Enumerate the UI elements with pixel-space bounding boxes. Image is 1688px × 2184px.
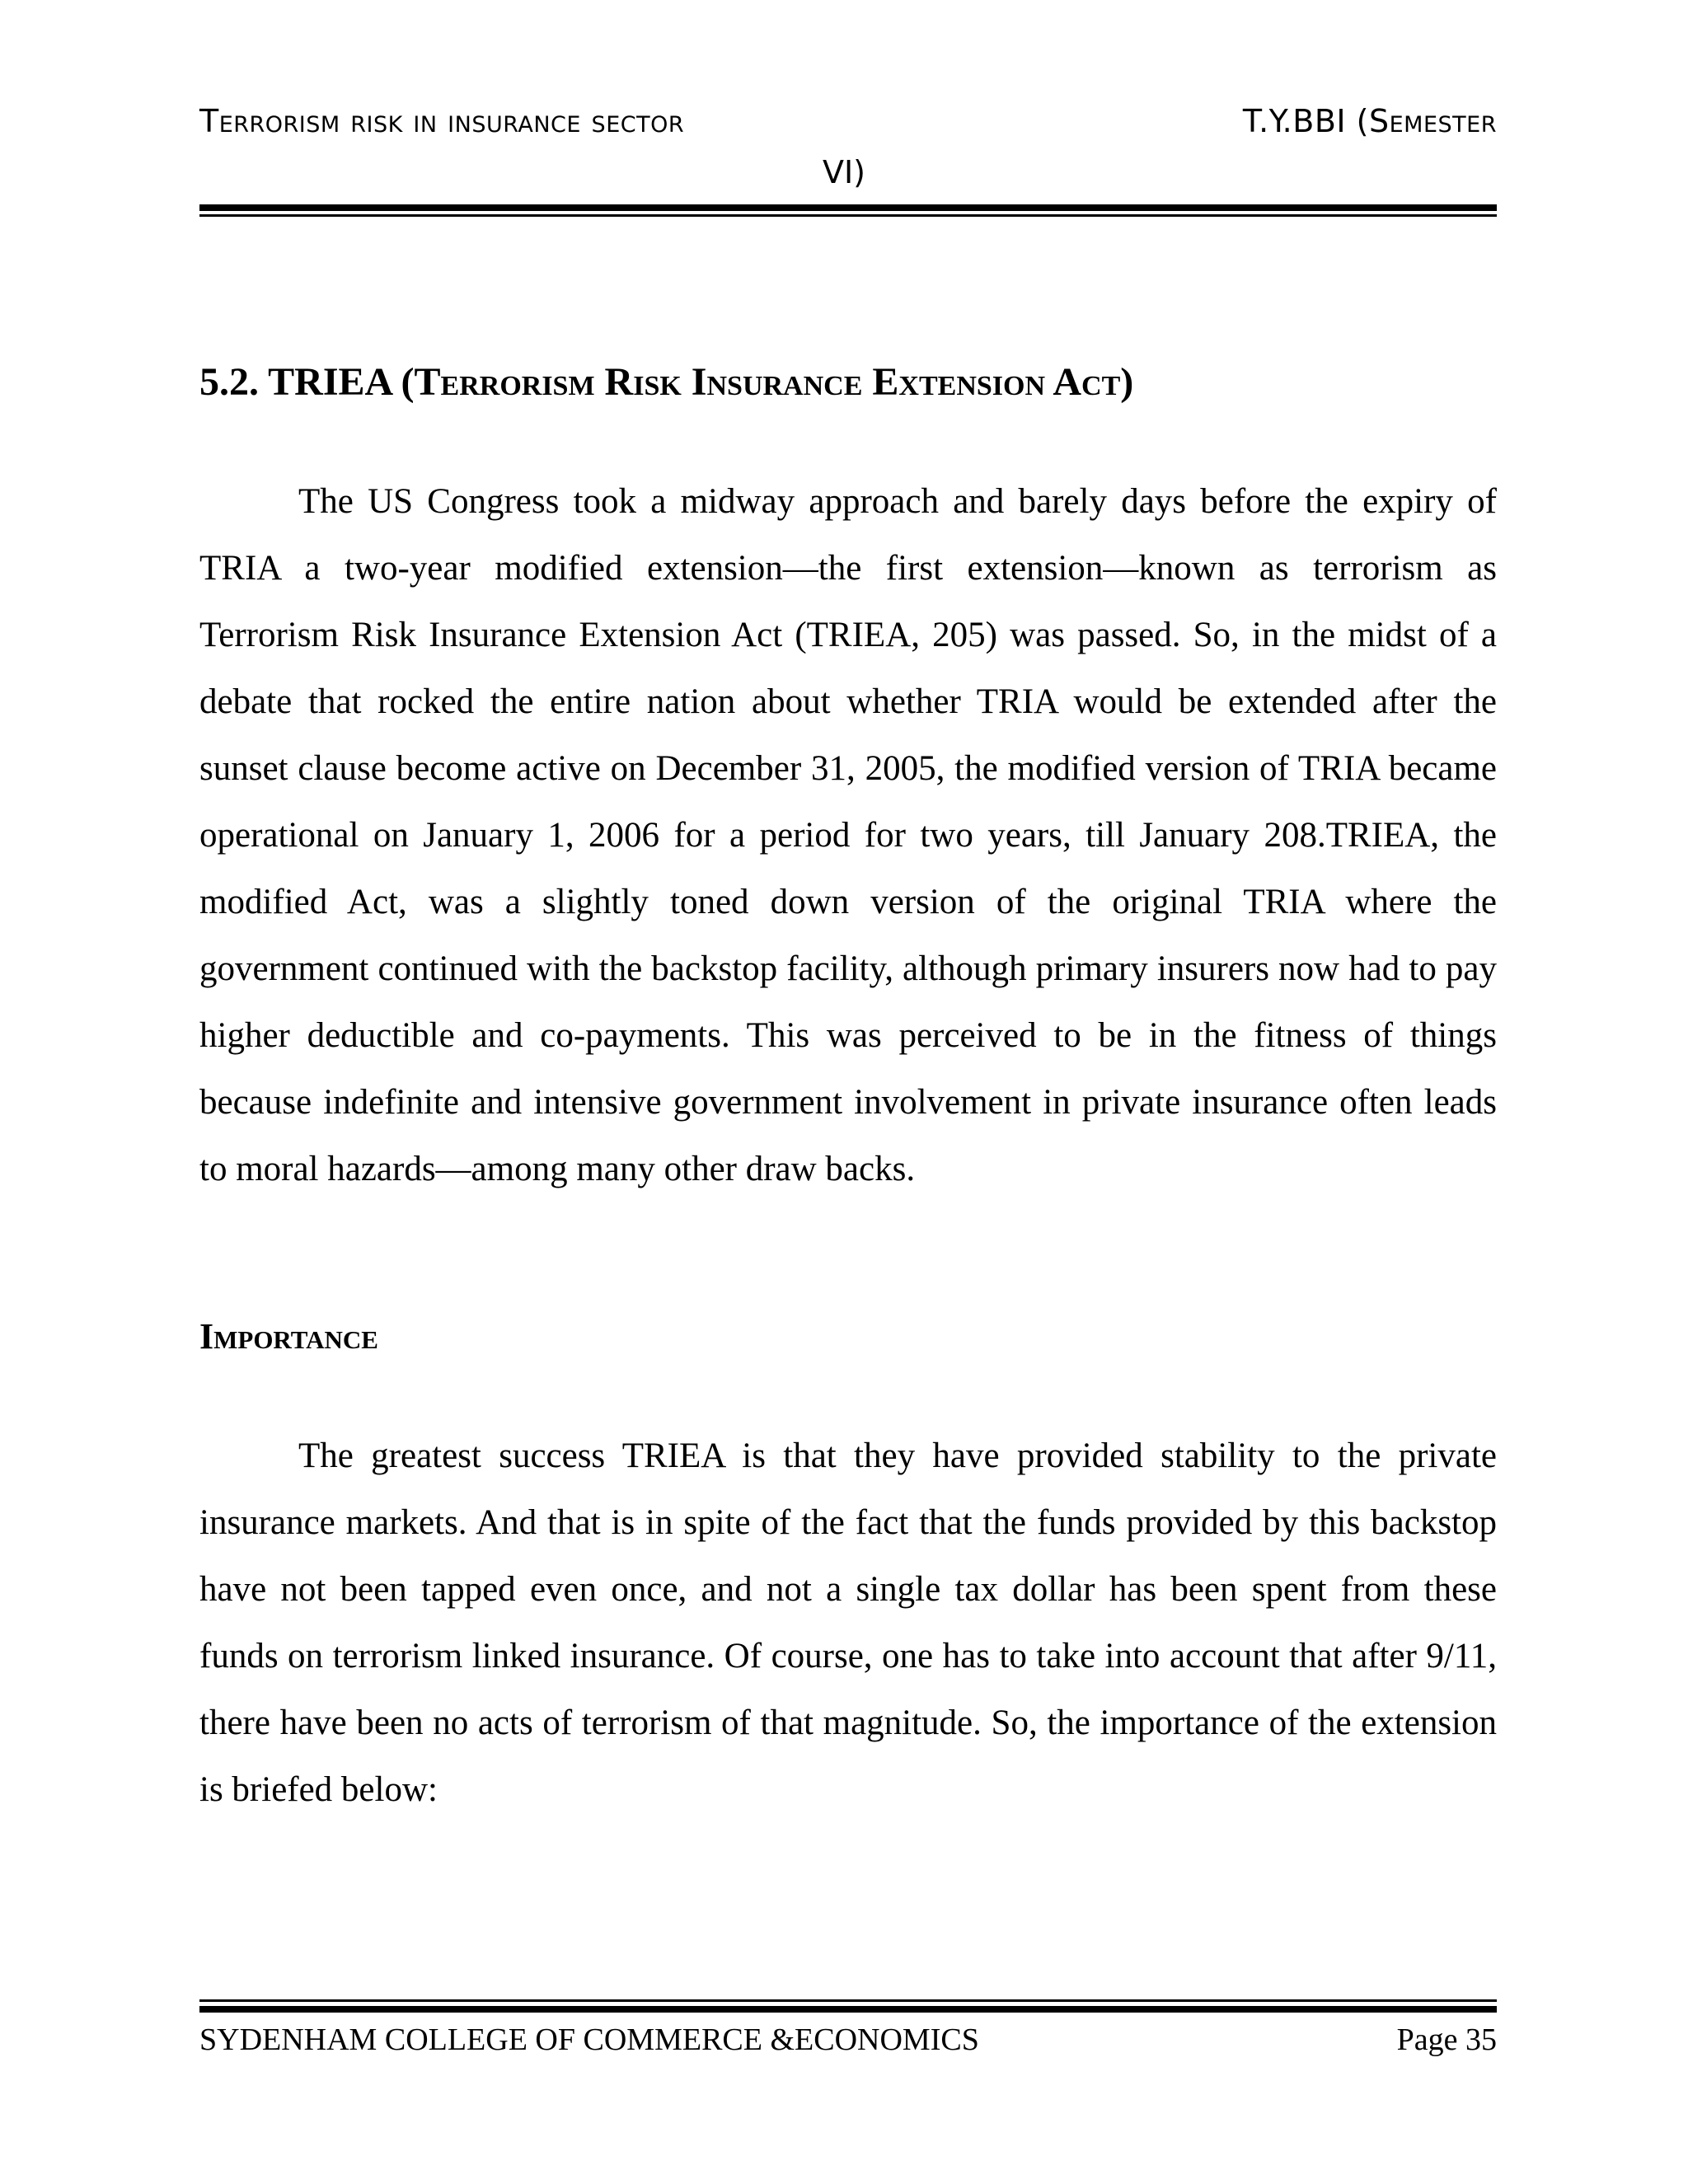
section-title-smallcaps: Terrorism Risk Insurance Extension Act [414, 360, 1121, 404]
section-title-suffix: ) [1120, 360, 1134, 404]
footer-institution: SYDENHAM COLLEGE OF COMMERCE &ECONOMICS [199, 2022, 979, 2057]
section-heading: 5.2. TRIEA (Terrorism Risk Insurance Extension Act) [199, 360, 1134, 404]
page-number: Page 35 [1396, 2022, 1497, 2057]
header-rule-thick [199, 204, 1497, 211]
header-rule-thin [199, 214, 1497, 217]
header-title: Terrorism risk in insurance sector [199, 103, 685, 139]
page-footer [199, 2024, 1497, 2065]
header-course-continuation: VI) [822, 154, 866, 190]
importance-heading: Importance [199, 1316, 378, 1357]
section-title-prefix: TRIEA ( [268, 360, 415, 404]
section-number: 5.2 [199, 360, 249, 404]
intro-paragraph: The US Congress took a midway approach and barely days before the expiry of TRIA a two-year modified extension—the first extension—known as terrorism as Terrorism Risk Insurance Extension Act (TRIEA, 205) was passed. So, in the midst of a debate that rocked the entire nation about whether TRIA would be extended after the sunset clause become active on December 31, 2005, the modified version of TRIA became operational on January 1, 2006 for a period for two years, till January 208.TRIEA, the modified Act, was a slightly toned down version of the original TRIA where the government continued with the backstop facility, although primary insurers now had to pay higher deductible and co-payments. This was perceived to be in the fitness of things because indefinite and intensive government involvement in private insurance often leads to moral hazards—among many other draw backs. [199, 482, 1497, 1188]
importance-paragraph: The greatest success TRIEA is that they have provided stability to the private insurance markets. And that is in spite of the fact that the funds provided by this backstop have not been tapped even once, and not a single tax dollar has been spent from these funds on terrorism linked insurance. Of course, one has to take into account that after 9/11, there have been no acts of terrorism of that magnitude. So, the importance of the extension is briefed below: [199, 1436, 1497, 1809]
footer-rule-thin [199, 1999, 1497, 2002]
header-course: T.Y.BBI (Semester [1242, 103, 1497, 139]
footer-rule-thick [199, 2006, 1497, 2013]
